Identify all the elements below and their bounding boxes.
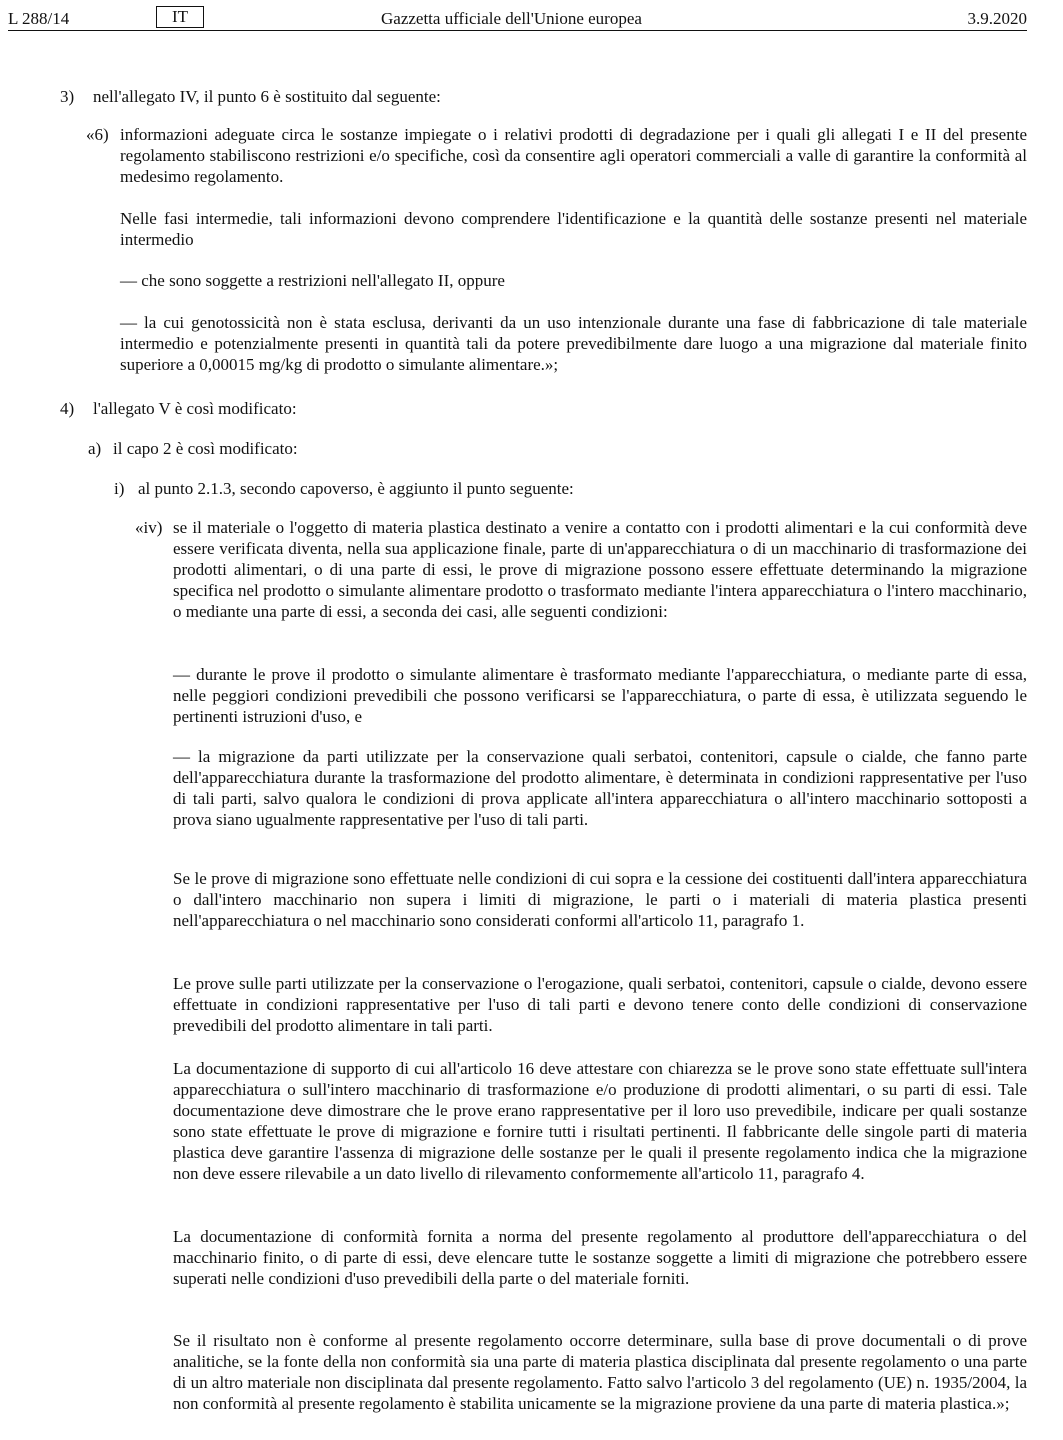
list-item-text: l'allegato V è così modificato:	[93, 399, 297, 418]
point-6-text: informazioni adeguate circa le sostanze impiegate o i relativi prodotti di degradazione per i quali gli allegati I e II del presente regolamento stabiliscono restrizioni e/o specifiche, così da consentire agli operatori commerciali a valle di garantire la conformità al medesimo regolamento.	[120, 125, 1027, 186]
paragraph	[173, 1330, 1027, 1414]
paragraph	[173, 1226, 1027, 1289]
sub-item-a	[88, 438, 1027, 459]
paragraph	[173, 973, 1027, 1036]
list-item-text: nell'allegato IV, il punto 6 è sostituito dal seguente:	[93, 87, 441, 106]
paragraph-text: Se il risultato non è conforme al presente regolamento occorre determinare, sulla base di prove documentali o di prove analitiche, se la fonte della non conformità sia una parte di materia plastica disciplinata dal presente regolamento o una parte di un altro materiale non disciplinata dal presente regolamento. Fatto salvo l'articolo 3 del regolamento (UE) n. 1935/2004, la non conformità al presente regolamento è stabilita unicamente se la migrazione proviene da una parte di materia plastica.»;	[173, 1331, 1027, 1413]
point-iv	[135, 517, 1027, 622]
dash-text: — la cui genotossicità non è stata esclusa, derivanti da un uso intenzionale durante una fase di fabbricazione di tale materiale intermedio e potenzialmente presenti in quantità tali da potere prevedibilmente dare luogo a una migrazione dal materiale finito superiore a 0,00015 mg/kg di prodotto o simulante alimentare.»;	[120, 313, 1027, 374]
dash-text: — che sono soggette a restrizioni nell'allegato II, oppure	[120, 271, 505, 290]
dash-text: — la migrazione da parti utilizzate per la conservazione quali serbatoi, contenitori, capsule o cialde, che fanno parte dell'apparecchiatura durante la trasformazione del prodotto alimentare, è determinata in condizioni rappresentative per l'uso di tali parti, salvo qualora le condizioni di prova applicate all'intera apparecchiatura o all'intero macchinario sottoposti a prova siano ugualmente rappresentative per l'uso di tali parti.	[173, 747, 1027, 829]
list-marker: i)	[114, 479, 125, 498]
sub-item-text: il capo 2 è così modificato:	[113, 439, 298, 458]
sub-item-text: al punto 2.1.3, secondo capoverso, è aggiunto il punto seguente:	[138, 479, 574, 498]
list-item-3	[60, 86, 1027, 107]
list-marker: 4)	[60, 399, 75, 418]
header-rule	[8, 30, 1027, 31]
list-marker: 3)	[60, 87, 75, 106]
paragraph-text: Le prove sulle parti utilizzate per la conservazione o l'erogazione, quali serbatoi, contenitori, capsule o cialde, devono essere effettuate in condizioni rappresentative per l'uso di tali parti e devono tenere conto delle condizioni di conservazione prevedibili del prodotto alimentare in tali parti.	[173, 974, 1027, 1035]
point-marker: «iv)	[135, 518, 163, 537]
point-6	[86, 124, 1027, 187]
paragraph-text: Nelle fasi intermedie, tali informazioni devono comprendere l'identificazione e la quantità delle sostanze presenti nel materiale intermedio	[120, 209, 1027, 249]
publication-date: 3.9.2020	[967, 9, 1027, 28]
paragraph-text: La documentazione di supporto di cui all'articolo 16 deve attestare con chiarezza se le prove sono state effettuate sull'intera apparecchiatura o sull'intero macchinario di trasformazione e/o produzione di prodotti alimentari, o su parti di essi. Tale documentazione deve dimostrare che le prove erano rappresentative per il loro uso prevedibile, indicare per quali sostanze sono state effettuate le prove di migrazione e fornire tutti i risultati pertinenti. Il fabbricante delle singole parti di materia plastica deve garantire l'assenza di migrazione delle sostanze per le quali il presente regolamento indica che la migrazione non deve essere rilevabile a un dato livello di rilevamento conformemente all'articolo 11, paragrafo 4.	[173, 1059, 1027, 1183]
dash-item	[173, 746, 1027, 830]
language-badge: IT	[156, 6, 204, 28]
journal-header	[8, 6, 1027, 30]
list-marker: a)	[88, 439, 102, 458]
dash-item	[120, 312, 1027, 375]
dash-item	[173, 664, 1027, 727]
paragraph-text: La documentazione di conformità fornita a norma del presente regolamento al produttore dell'apparecchiatura o del macchinario finito, o di parte di essi, deve elencare tutte le sostanze soggette a limiti di migrazione che potrebbero essere superati nelle condizioni d'uso prevedibili della parte o del materiale forniti.	[173, 1227, 1027, 1288]
page-reference: L 288/14	[8, 9, 70, 28]
journal-title: Gazzetta ufficiale dell'Unione europea	[381, 9, 642, 28]
dash-item	[120, 270, 1027, 291]
paragraph	[173, 868, 1027, 931]
point-6-paragraph	[120, 208, 1027, 250]
dash-text: — durante le prove il prodotto o simulante alimentare è trasformato mediante l'apparecchiatura, o mediante parte di essa, nelle peggiori condizioni prevedibili che possono verificarsi se l'apparecchiatura, o parte di essa, è utilizzata seguendo le pertinenti istruzioni d'uso, e	[173, 665, 1027, 726]
list-item-4	[60, 398, 1027, 419]
point-iv-text: se il materiale o l'oggetto di materia plastica destinato a venire a contatto con i prodotti alimentari e la cui conformità deve essere verificata diventa, nella sua applicazione finale, parte di un'apparecchiatura o di un macchinario di trasformazione dei prodotti alimentari, o di una parte di essi, le prove di migrazione possono essere effettuate determinando la migrazione specifica nel prodotto o simulante alimentare prodotto o trasformato mediante l'intera apparecchiatura o l'intero macchinario, o mediante una parte di essi, a seconda dei casi, alle seguenti condizioni:	[173, 518, 1027, 621]
paragraph	[173, 1058, 1027, 1184]
sub-item-i	[114, 478, 1027, 499]
point-marker: «6)	[86, 125, 109, 144]
paragraph-text: Se le prove di migrazione sono effettuate nelle condizioni di cui sopra e la cessione dei costituenti dall'intera apparecchiatura o dall'intero macchinario non supera i limiti di migrazione, le parti o i materiali di materia plastica presenti nell'apparecchiatura o nel macchinario sono considerati conformi all'articolo 11, paragrafo 1.	[173, 869, 1027, 930]
